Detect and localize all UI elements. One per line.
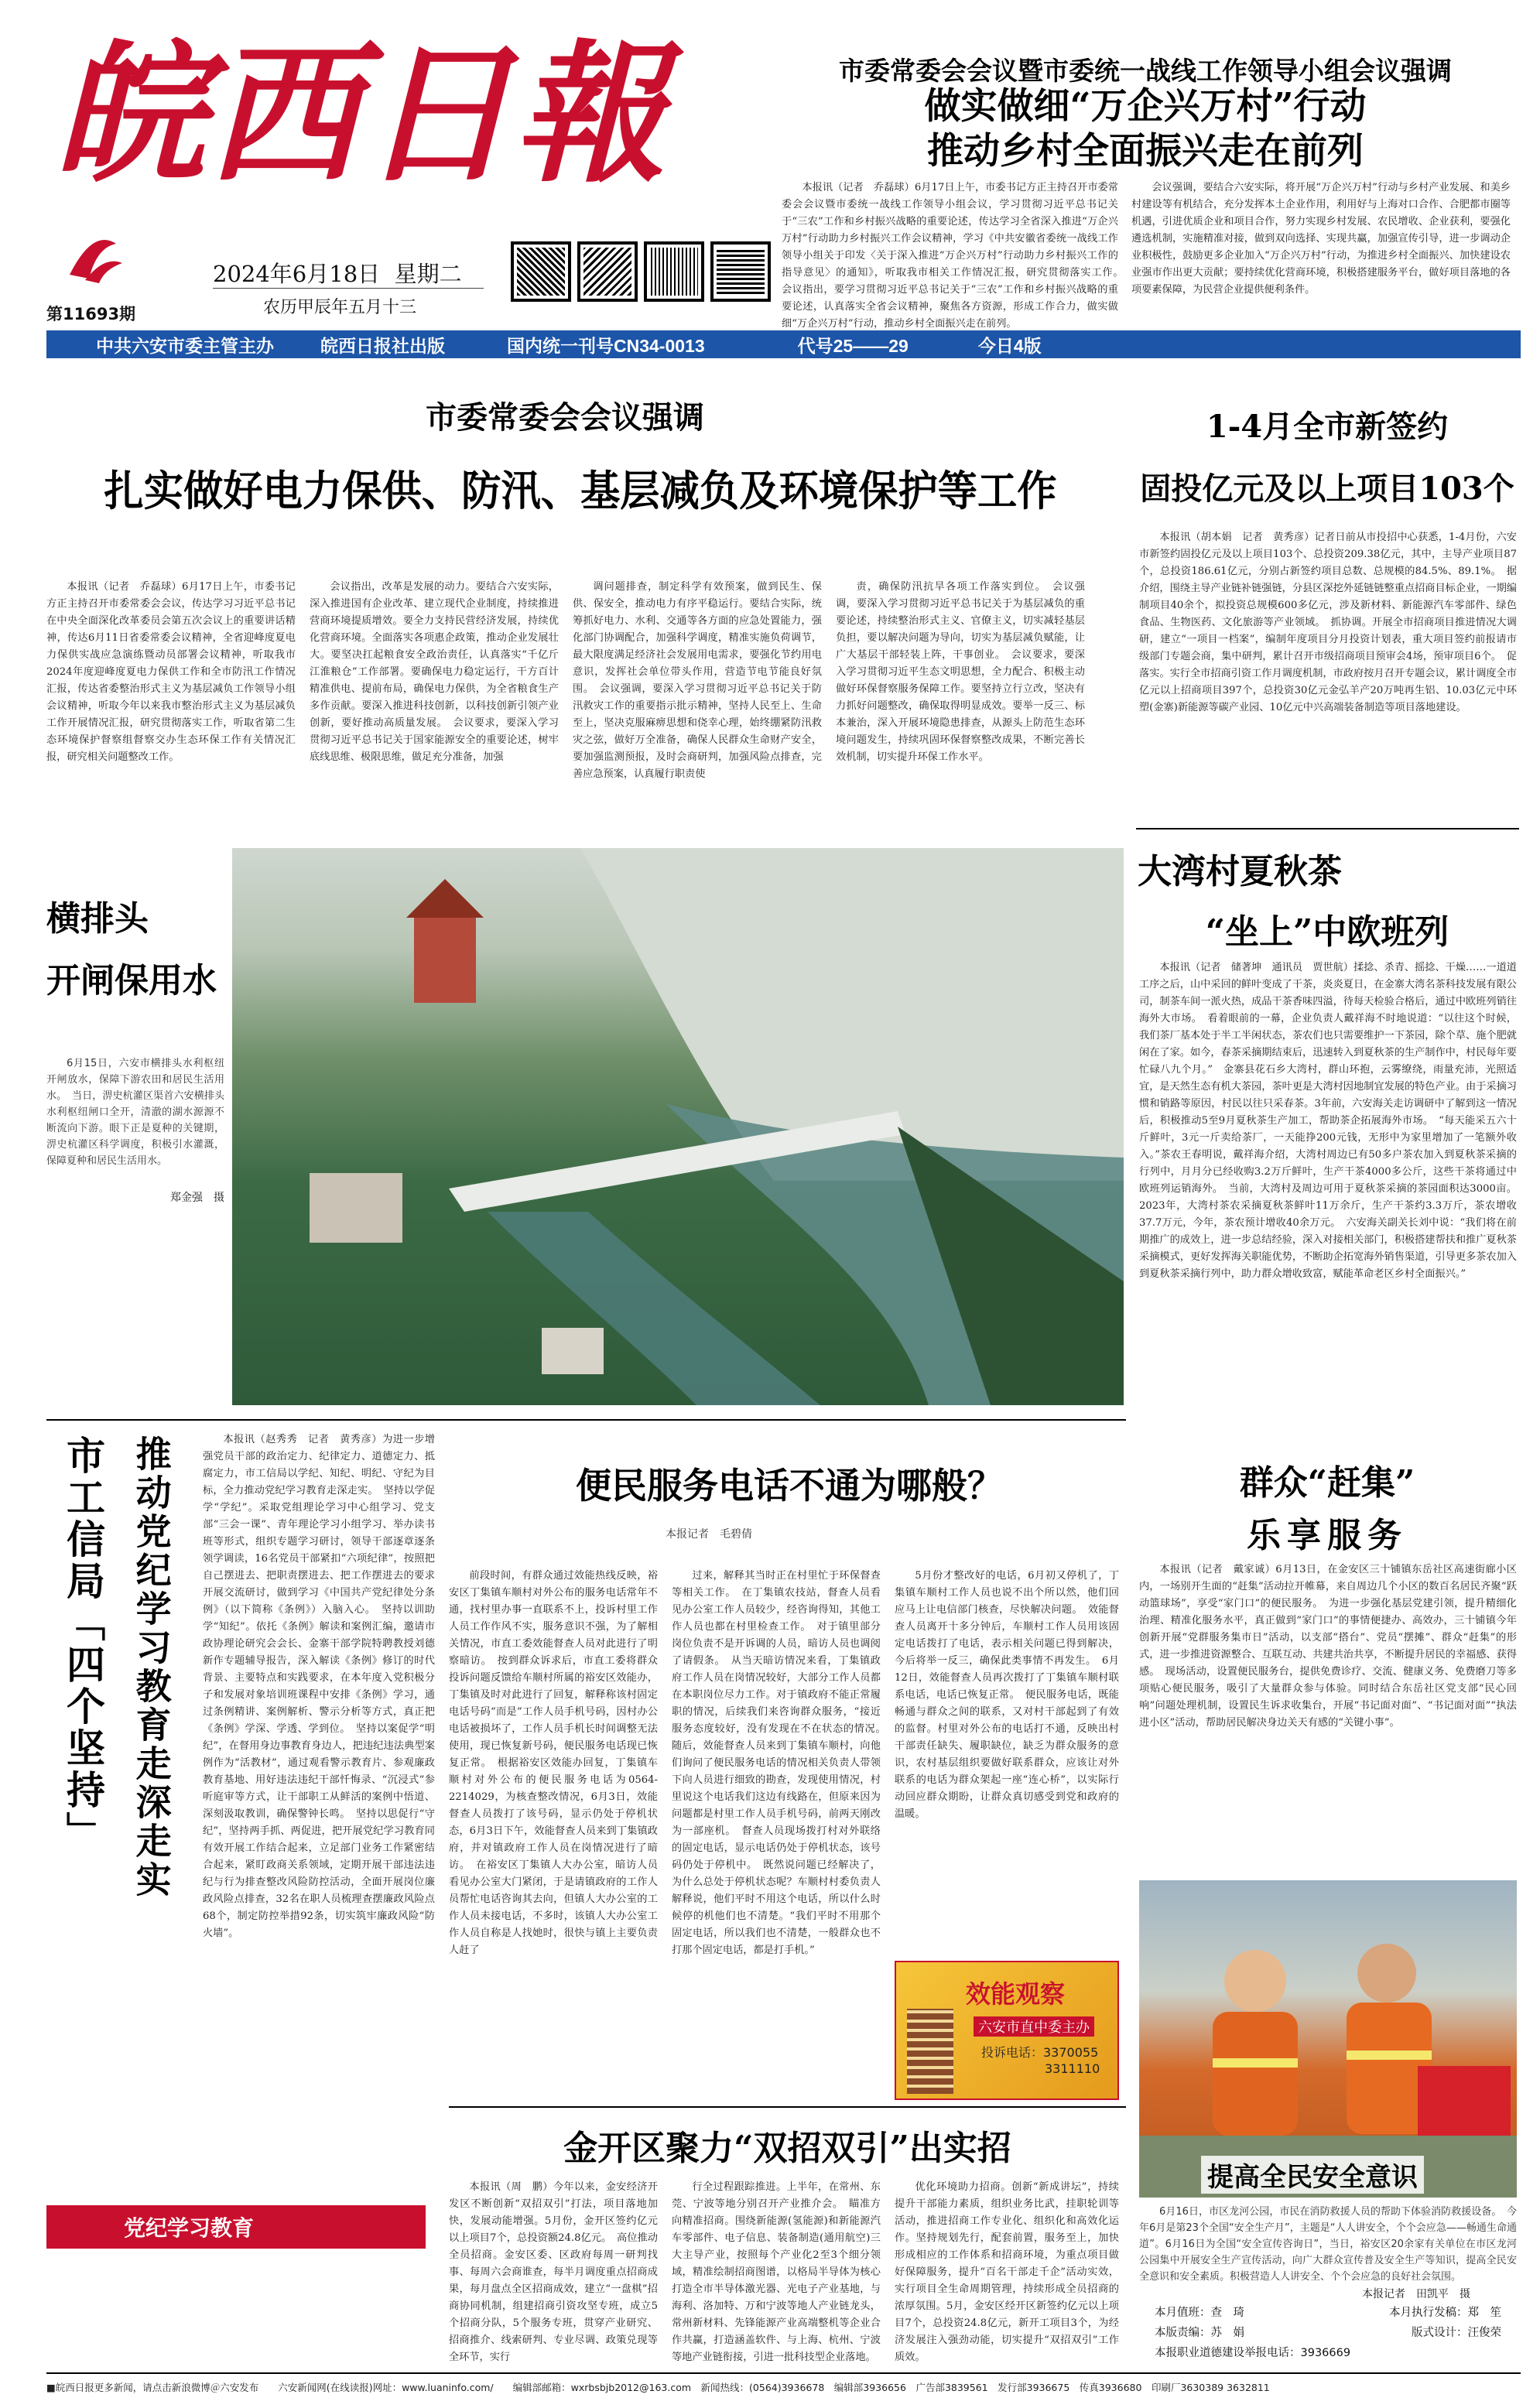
staff-box: [1139, 2303, 1517, 2366]
photo-title-2: 开闸保用水: [46, 961, 217, 1000]
story2-kicker: 市委常委会会议强调: [426, 399, 704, 436]
safety-photo: [1139, 1880, 1517, 2198]
story4-headline-1: 大湾村夏秋茶: [1138, 852, 1342, 891]
story4-headline-2: “坐上”中欧班列: [1205, 912, 1449, 952]
main-photo-dam: [232, 848, 1124, 1405]
top-story-body-2: 会议强调，要结合六安实际，将开展“万企兴万村”行动与乡村产业发展、和美乡村建设等有机结合，充分发挥本土企业作用，利用好与上海对口合作、合肥都市圈等机遇，引进优质企业和项目合作，努力实现乡村发展、农民增收、企业获利，要强化遴选机制，实施精准对接，做到双向选择、实现共赢，加强宣传引导，进一步调动企业积极性，鼓励更多企业加入“万企兴万村”行动，为推进乡村全面振兴、加快建设农业强市作出更大贡献；要持续优化营商环境，积极搭建服务平台，做好项目落地的各项要素保障，为民营企业提供便利条件。: [1131, 182, 1511, 296]
weekday: 星期二: [394, 261, 462, 287]
page-footer: ■皖西日报更多新闻，请点击新浪微博＠六安发布 六安新闻网(在线读报)网址：www.luaninfo.com/ 编辑部邮箱：wxrbsbjb2012@163.com 新闻热线：(0564)3936678 编辑部3936656 广告部3839561 发行部3936675 传真3936680 印刷厂3630389 3632811: [46, 2382, 1270, 2393]
story5-body: 本报讯（赵秀秀 记者 黄秀彦）为进一步增强党员干部的政治定力、纪律定力、道德定力、抵腐定力，市工信局以学纪、知纪、明纪、守纪为目标，全力推动党纪学习教育走深走实。 坚持以学促学“学纪”。采取党组理论学习中心组学习、党支部“三会一课”、青年理论学习小组学习、举办读书班等形式，组织专题学习研讨，领导干部逐章逐条领学调读，16名党员干部紧扣“六项纪律”，按照把自己摆进去、把职责摆进去、把工作摆进去的要求开展交流研讨，做到学习《中国共产党纪律处分条例》（以下简称《条例》）入脑入心。 坚持以训助学“知纪”。依托《条例》解读和案例汇编，邀请市政协理论研究会会长、金寨干部学院特聘教授刘德新作专题辅导报告，深入解读《条例》修订的时代背景、主要特点和实践要求，在本年度入党积极分子和发展对象培训班课程中安排《条例》学习，通过条例精讲、案例解析、警示分析等方式，真正把《条例》学深、学透、学到位。 坚持以案促学“明纪”，在督用身边事教育身边人，把违纪违法典型案例作为“活教材”，通过观看警示教育片、参观廉政教育基地、用好违法违纪干部忏悔录、“沉浸式”参听庭审等方式，让干部职工从鲜活的案例中悟道、深刻汲取教训，确保警钟长鸣。 坚持以思促行“守纪”，坚持两手抓、两促进，把开展党纪学习教育同有效开展工作结合起来，立足部门业务工作紧密结合起来，紧盯政商关系领域，定期开展干部违法违纪与行为排查整改风险防控活动，全面开展岗位廉政风险点排查，32名在职人员梳理查摆廉政风险点68个，制定防控举措92条，切实筑牢廉政风险“防火墙”。: [203, 1434, 435, 1939]
story4-body: 本报讯（记者 储著坤 通讯员 贾世航）揉捻、杀青、摇捻、干燥……一道道工序之后，山中采回的鲜叶变成了干茶，炎炎夏日，在金寨大湾名茶科技发展有限公司，制茶车间一派火热，成品干茶香味四溢，待每天检验合格后，通过中欧班列销往海外大市场。 看着眼前的一幕，企业负责人戴祥海不时地说道：“以往这个时候，我们茶厂基本处于半工半闲状态，茶农们也只需要维护一下茶园，除个草、施个肥就闲在了家。如今，春茶采摘期结束后，迅速转入到夏秋茶的生产制作中，村民每年要忙碌八九个月。” 金寨县花石乡大湾村，群山环抱，云雾缭绕，雨量充沛，光照适宜，是天然生态有机大茶园，茶叶更是大湾村因地制宜发展的特色产业。由于采摘习惯和销路等原因，村民以往只采春茶。3年前，六安海关走访调研中了解到这一情况后，积极推动5至9月夏秋茶生产加工，帮助茶企拓展海外市场。 “每天能采五六十斤鲜叶，3元一斤卖给茶厂，一天能挣200元钱，无形中为家里增加了一笔额外收入。”茶农王春明说，戴祥海介绍，大湾村周边已有50多户茶农加入到夏秋茶采摘的行列中，月月分已经收购3.2万斤鲜叶，生产干茶4000多公斤，这些干茶将通过中欧班列运销海外。 当前，大湾村及周边可用于夏秋茶采摘的茶园面积达3000亩。2023年，大湾村茶农采摘夏秋茶鲜叶11万余斤，生产干茶约3.3万斤，茶农增收37.7万元，今年，茶农预计增收40余万元。 六安海关副关长刘中说：“我们将在前期推广的成效上，进一步总结经验，深入对接相关部门，积极搭建帮扶和推广夏秋茶采摘模式，更好发挥海关职能优势，不断助企拓宽海外销售渠道，引导更多茶农加入到夏秋茶采摘行列中，助力群众增收致富，赋能革命老区乡村全面振兴。”: [1139, 962, 1517, 1280]
story5-vertical-title-2: 推动党纪学习教育走深走实: [130, 1435, 173, 1900]
safety-photo-caption: 6月16日，市区龙河公园，市民在消防救援人员的帮助下体验消防救援设备。 今年6月是第23个全国“安全生产月”，主题是“人人讲安全，个个会应急——畅通生命通道”。6月16日为全国“安全宣传咨询日”，当日，裕安区20余家有关单位在市区龙河公园集中开展安全生产宣传活动，向广大群众宣传普及安全生产等知识，提高全民安全意识和安全素质。积极营造人人讲安全、个个会应急的良好社会氛围。: [1139, 2206, 1517, 2283]
masthead-title: 皖西日報: [54, 26, 668, 204]
masthead-date: [213, 257, 462, 289]
sponsor: 中共六安市委主管主办: [96, 335, 274, 356]
story6-col-3: 5月份才整改好的电话，6月初又停机了，丁集镇车顺村工作人员也说不出个所以然，他们回应马上让电信部门核查，尽快解决问题。 效能督查人员离开十多分钟后，车顺村工作人员用该固定电话拨打了电话，表示相关问题已得到解决，今后将举一反三，确保此类事情不再发生。 6月12日，效能督查人员再次拨打了丁集镇车顺村联系电话，电话已恢复正常。 便民服务电话，既能畅通与群众之间的联系，又对村干部起到了有效的监督。村里对外公布的电话打不通，反映出村干部责任缺失、履职缺位，缺乏为群众服务的意识，农村基层组织要做好联系群众，应该让对外联系的电话为群众架起一座“连心桥”，以实际行动回应群众期盼，让群众真切感受到党和政府的温暖。: [895, 1570, 1119, 1820]
top-story-body-1: 本报讯（记者 乔磊球）6月17日上午，市委书记方正主持召开市委常委会会议暨市委统一战线工作领导小组会议，学习贯彻习近平总书记关于“三农”工作和乡村振兴战略的重要论述，传达学习全省深入推进“万企兴万村”行动助力乡村振兴工作会议精神，学习《中共安徽省委统一战线工作领导小组关于印发〈关于深入推进“万企兴万村”行动助力乡村振兴工作的指导意见〉的通知》，听取我市相关工作情况汇报，研究贯彻落实工作。 会议指出，要学习贯彻习近平总书记关于“三农”工作和乡村振兴战略的重要论述，认真落实全省会议精神，聚焦各方资源，形成工作合力，做实做细“万企兴万村”行动，推动乡村全面振兴走在前列。: [782, 182, 1129, 330]
story7-body: 本报讯（记者 戴家诚）6月13日，在金安区三十铺镇东岳社区高速街廊小区内，一场别开生面的“赶集”活动拉开帷幕，来自周边几个小区的数百名居民齐聚“跃动篮球场”，享受“家门口”的便民服务。 为进一步强化基层党建引领，提升精细化治理、精准化服务水平，真正做到“家门口”的事情便捷办、高效办，三十铺镇今年创新开展“党群服务集市日”活动，以支部“搭台”、党员“摆摊”、群众“赶集”的形式，进一步推进资源整合、互联互动、共建共治共享，不断提升居民的幸福感、获得感。 现场活动，设置便民服务台，提供免费诊疗、交流、健康义务、免费磨刀等多项贴心便民服务，吸引了大量群众参与体验。同时结合东岳社区党支部“民心回响”问题处理机制，设置民生诉求收集台，开展“书记面对面”、“书记面对面”“执法进小区”活动，帮助居民解决身边关天有感的“关键小事”。: [1139, 1564, 1517, 1729]
pages: 今日4版: [977, 335, 1042, 356]
story3-body: 本报讯（胡本娟 记者 黄秀彦）记者日前从市投招中心获悉，1-4月份，六安市新签约固投亿元及以上项目103个、总投资209.38亿元，其中，主导产业项目87个，总投资186.61亿元，分别占新签约项目总数、总规模的84.5%、89.1%。 据介绍，围绕主导产业链补链强链，分县区深挖外延链链整重点招商目标企业，一期编制项目40余个，拟投资总规模600多亿元，涉及新材料、新能源汽车零部件、绿色食品、生物医药、文化旅游等产业领域。 抓协调。开展全市招商项目推进情况大调研，建立“一项目一档案”，编制年度项目分月投资计划表，重大项目签约前报请市级部门专题会商，集中研判，累计召开市级招商项目预审会4场，预审项目6个。 促落实。实行全市招商引资工作月调度机制，市政府按月召开专题会议，累计调度全市亿元以上招商项目397个，总投资30亿元金弘羊产20万吨再生铝、10.03亿元中环塑(金寨)新能源等碳产业园、10亿元中兴高端装备制造等项目落地建设。: [1139, 532, 1517, 713]
ad-brand: 效能观察: [966, 1979, 1066, 2009]
qr-code-row: [511, 241, 774, 306]
photo-title-1: 横排头: [46, 899, 149, 939]
masthead-logo: [54, 22, 751, 215]
safety-photo-title: 提高全民安全意识: [1201, 2156, 1424, 2194]
story2-col-4: 责，确保防汛抗旱各项工作落实到位。 会议强调，要深入学习贯彻习近平总书记关于为基层减负的重要论述，持续整治形式主义、官僚主义，切实减轻基层负担，要以解决问题为导向，切实为基层减负赋能，让广大基层干部轻装上阵，干事创业。 会议要求，要深入学习贯彻习近平生态文明思想，全力配合、积极主动做好环保督察服务保障工作。要坚持立行立改，坚决有力抓好问题整改，确保取得明显成效。要举一反三、标本兼治，深入开展环境隐患排查，从源头上防范生态环境问题发生，持续巩固环保督察整改成果，不断完善长效机制，切实提升环保工作水平。: [836, 581, 1085, 763]
story8-col-3: 优化环境助力招商。创新“新成讲坛”，持续提升干部能力素质，组织业务比武，挂职轮训等活动，推进招商工作专业化、组织化和高效化运作。坚持规划先行，配套前置，服务至上，加快形成相应的工作体系和招商环境，为重点项目做好保障服务，提升“百名干部走千企”活动实效，实行项目全生命周期管理，持续形成全员招商的浓厚氛围。5月，金安区经开区新签约亿元以上项目7个，总投资24.8亿元，新开工项目3个，为经济发展注入强劲动能，切实提升“双招双引”工作质效。: [895, 2181, 1119, 2363]
story2-col-1: 本报讯（记者 乔磊球）6月17日上午，市委书记方正主持召开市委常委会会议，传达学习习近平总书记在中央全面深化改革委员会第五次会议上的重要讲话精神，传达6月11日省委常委会议精神，全省迎峰度夏电力保供实战应急演练暨动员部署会议精神，听取我市2024年度迎峰度夏电力保供工作和全市防汛工作情况汇报，传达省委整治形式主义为基层减负工作领导小组会议精神，听取今年以来我市整治形式主义为基层减负工作开展情况汇报，研究贯彻落实工作，听取省第二生态环境保护督察组督察交办生态环保工作有关情况汇报，研究相关问题整改工作。: [46, 581, 296, 763]
qr-app-icon[interactable]: [644, 241, 704, 302]
issue-badge: [46, 232, 136, 325]
story7-headline-2: 乐享服务: [1247, 1516, 1408, 1555]
qr-weixin-icon[interactable]: [511, 241, 571, 302]
top-story-kicker: 市委常委会会议暨市委统一战线工作领导小组会议强调: [839, 56, 1452, 86]
staff-page-editor: 本版责编：苏 娟: [1155, 2327, 1244, 2339]
firefighter-illustration: [1139, 1880, 1517, 2198]
staff-editor-exec: 本月执行发稿：郑 笙: [1389, 2307, 1501, 2319]
story2-col-3: 调问题排查，制定科学有效预案，做到民生、保供、保安全，推动电力有序平稳运行。要结合实际，统筹抓好电力、水利、交通等各方面的应急处置能力，强化部门协调配合，加强科学调度，精准实施负荷调节，最大限度满足经济社会发展用电需求，要强化节约用电意识，发挥社会单位带头作用，营造节电节能良好氛围。 会议强调，要深入学习贯彻习近平总书记关于防汛救灾工作的重要指示批示精神，坚持人民至上、生命至上，坚决克服麻痹思想和侥幸心理，始终绷紧防汛救灾之弦，做好万全准备，确保人民群众生命财产安全，要加强监测预报，及时会商研判，加强风险点排查，完善应急预案，认真履行职责使: [573, 581, 822, 780]
qr-video-icon[interactable]: [710, 241, 771, 302]
ad-line-1: 六安市直中委主办: [974, 2016, 1094, 2037]
banner-label: 党纪学习教育: [124, 2215, 255, 2241]
staff-hotline: 本报职业道德建设举报电话：3936669: [1155, 2347, 1351, 2359]
issue-number: 第11693期: [46, 305, 136, 323]
qr-weibo-icon[interactable]: [577, 241, 638, 302]
dam-illustration: [232, 848, 1124, 1405]
emblem-icon: [62, 232, 124, 286]
story8-col-1: 本报讯（周 鹏）今年以来，金安经济开发区不断创新“双招双引”打法，项目落地加快，发展动能增强。5月份，金开区签约亿元以上项目7个，总投资额24.8亿元。 高位推动全员招商。金安区委、区政府每周一研判找事、每周六会商谁查，每半月调度重点招商成果，每月盘点全区招商成效，建立“一盘棋”招商协同机制，组建招商引资攻坚专班，成立5个招商分队，5个服务专班，贯穿产业研究、招商推介、线索研判、专业尽调、政策兑现等全环节，实行: [449, 2181, 658, 2363]
publisher: 皖西日报社出版: [320, 335, 445, 356]
story3-headline-1: 1-4月全市新签约: [1206, 409, 1449, 445]
photo-credit: 郑金强 摄: [170, 1192, 224, 1204]
date: 2024年6月18日: [213, 261, 381, 287]
photo-caption: 6月15日，六安市横排头水利枢纽开闸放水，保障下游农田和居民生活用水。 当日，淠史杭灌区渠首六安横排头水利枢纽闸口全开，清澈的湖水源源不断流向下游。眼下正是夏种的关键期，淠史杭灌区科学调度，积极引水灌溉，保障夏种和居民生活用水。: [46, 1058, 224, 1167]
story6-col-2: 过来，解释其当时正在村里忙于环保督查等相关工作。 在丁集镇农技站，督查人员看见办公室工作人员较少，经咨询得知，其他工作人员也都在村里检查工作。 对于镇里部分岗位负责不是开诉调的人员，暗访人员也调阅了请假条。 从当天暗访情况来看，丁集镇政府工作人员在岗情况较好，大部分工作人员都在本职岗位尽力工作。对于镇政府不能正常履职的情况，后续我们来咨询群众服务，“接近服务态度较好，没有发现在不在状态的情况。 随后，效能督查人员来到丁集镇车顺村，向他们询问了便民服务电话的情况相关负责人带领下向人员进行细致的勘查，发现使用情况，村里说这个电话我们这边有线路在，但原来因为问题都是村里工作人员手机号码，前两天刚改为一部座机。 督查人员现场拨打村对外联络的固定电话，显示电话仍处于停机状态，该号码仍处于停机中。 既然说问题已经解决了，为什么总处于停机状态呢？车顺村村委负责人解释说，他们平时不用这个电话，所以什么时候停的机他们也不清楚。“我们平时不用那个固定电话，所以我们也不清楚，一般群众也不打那个固定电话，都是打手机。”: [672, 1570, 891, 1956]
story3-headline-2: 固投亿元及以上项目103个: [1140, 470, 1514, 507]
story6-byline: 本报记者 毛碧倩: [666, 1528, 752, 1541]
story2-col-2: 会议指出，改革是发展的动力。要结合六安实际，深入推进国有企业改革、建立现代企业制度，持续推进营商环境提质增效。要全力支持民营经济发展，持续优化营商环境。全面落实各项惠企政策，推动企业发展壮大。要坚决扛起粮食安全政治责任，认真落实“千亿斤江淮粮仓”工作部署。要确保电力稳定运行，干方百计精准供电、提前布局，确保电力保供，为全省粮食生产多作贡献。要深入推进科技创新，以科技创新引领产业创新，要好推动高质量发展。 会议要求，要深入学习贯彻习近平总书记关于国家能源安全的重要论述，树牢底线思维、极限思维，做足充分准备，加强: [310, 581, 559, 763]
cn-code: 国内统一刊号CN34-0013: [507, 335, 705, 356]
party-discipline-banner: [46, 2205, 426, 2249]
story6-headline: 便民服务电话不通为哪般？: [576, 1465, 1003, 1507]
safety-photo-credit: 本报记者 田凯平 摄: [1362, 2288, 1470, 2300]
story5-vertical-title-1: 市工信局「四个坚持」: [60, 1435, 106, 1853]
efficiency-ad[interactable]: [895, 1961, 1119, 2100]
publication-info-bar: [46, 330, 1521, 358]
top-story-headline-2: 推动乡村全面振兴走在前列: [927, 130, 1364, 173]
story8-headline: 金开区聚力“双招双引”出实招: [563, 2129, 1011, 2168]
post-code: 代号25——29: [797, 335, 909, 356]
top-story-headline-1: 做实做细“万企兴万村”行动: [924, 85, 1367, 128]
ad-line-2: 投诉电话：3370055: [981, 2045, 1099, 2060]
ad-line-3: 3311110: [1045, 2061, 1100, 2076]
photo-title-box: [46, 898, 224, 1284]
lunar-date: 农历甲辰年五月十三: [263, 298, 417, 317]
story8-col-2: 行全过程跟踪推进。上半年，在常州、东莞、宁波等地分别召开产业推介会。 瞄准方向精准招商。围绕新能源(氢能源)和新能源汽车零部件、电子信息、装备制造(通用航空)三大主导产业，按照每个产业化2至3个细分领域，精准绘制招商图谱，以格局半导体为核心打造全市半导体激光器、光电子产业基地，与海利、洛加特、万和宁波等地人产业链龙头，常州新材料、先锋能源产业高端整机等企业合作共赢，打造涵盖软件、与上海、杭州、宁波等地产业链衔接，引进一批科技型企业落地。: [672, 2181, 881, 2363]
story2-headline: 扎实做好电力保供、防汛、基层减负及环境保护等工作: [104, 467, 1057, 515]
staff-layout: 版式设计：汪俊荣: [1412, 2327, 1501, 2339]
story6-col-1: 前段时间，有群众通过效能热线反映，裕安区丁集镇车顺村对外公布的服务电话常年不通，找村里办事一直联系不上，投诉村里工作人员工作作风不实，服务意识不强，为了解相关情况，市直工委效能督查人员对此进行了明察暗访。 按到群众诉求后，市直工委将群众投诉问题反馈给车顺村所属的裕安区效能办，丁集镇及时对此进行了回复，解释称该村固定电话号码“而是”工作人员手机号码，因村办公电话被损坏了，工作人员手机长时间调整无法使用，现已恢复新号码，便民服务电话现已恢复正常。 根据裕安区效能办回复，丁集镇车顺村对外公布的便民服务电话为0564-2214029，为核查整改情况，6月3日，效能督查人员拨打了该号码，显示仍处于停机状态，6月3日下午，效能督查人员来到丁集镇政府，并对镇政府工作人员在岗情况进行了暗访。 在裕安区丁集镇人大办公室，暗访人员看见办公室大门紧闭，于是请镇政府的工作人员帮忙电话咨询其去向，但镇人大办公室的工作人员未接电话，不多时，该镇人大办公室工作人员自称是人找她时，很快与镇上主要负责人赶了: [449, 1570, 658, 1956]
staff-duty: 本月值班：查 琦: [1155, 2307, 1244, 2319]
story7-headline-1: 群众“赶集”: [1239, 1463, 1415, 1503]
ad-building-icon: [907, 2009, 953, 2094]
